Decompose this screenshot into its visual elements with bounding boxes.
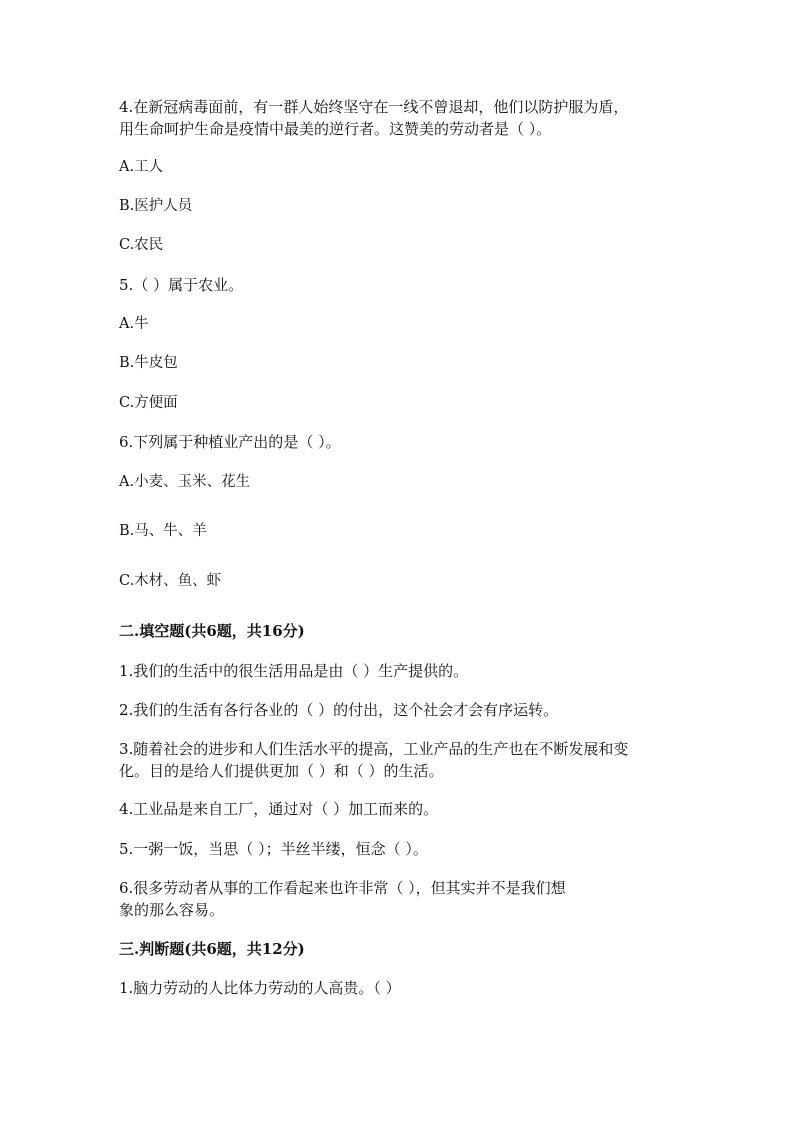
q6-stem: 6.下列属于种植业产出的是（ ）。 (119, 433, 341, 451)
fill-item-6-line1: 6.很多劳动者从事的工作看起来也许非常（ ），但其实并不是我们想 (119, 879, 566, 897)
fill-item-4: 4.工业品是来自工厂，通过对（ ）加工而来的。 (119, 800, 439, 818)
q6-option-c: C.木材、鱼、虾 (119, 573, 222, 589)
fill-item-1: 1.我们的生活中的很生活用品是由（ ）生产提供的。 (119, 662, 469, 680)
q5-option-a: A.牛 (119, 316, 149, 332)
q6-option-a: A.小麦、玉米、花生 (119, 474, 251, 490)
fill-item-3-line1: 3.随着社会的进步和人们生活水平的提高，工业产品的生产也在不断发展和变 (119, 740, 629, 758)
fill-item-2: 2.我们的生活有各行各业的（ ）的付出，这个社会才会有序运转。 (119, 701, 559, 719)
q6-option-b: B.马、牛、羊 (119, 523, 207, 539)
fill-item-6-line2: 象的那么容易。 (119, 901, 225, 919)
q5-option-b: B.牛皮包 (119, 355, 178, 371)
q4-option-a: A.工人 (119, 159, 164, 175)
judge-section-heading: 三.判断题(共6题，共12分) (119, 940, 305, 958)
q4-option-b: B.医护人员 (119, 198, 193, 214)
fill-item-5: 5.一粥一饭，当思（ ）；半丝半缕，恒念（ ）。 (119, 840, 428, 858)
q5-stem: 5.（ ）属于农业。 (119, 276, 244, 294)
fill-section-heading: 二.填空题(共6题，共16分) (119, 622, 305, 640)
q4-stem-line2: 用生命呵护生命是疫情中最美的逆行者。这赞美的劳动者是（ ）。 (119, 120, 552, 138)
fill-item-3-line2: 化。目的是给人们提供更加（ ）和（ ）的生活。 (119, 762, 444, 780)
q4-option-c: C.农民 (119, 237, 164, 253)
q5-option-c: C.方便面 (119, 395, 178, 411)
judge-item-1: 1.脑力劳动的人比体力劳动的人高贵。（ ） (119, 979, 401, 997)
q4-stem-line1: 4.在新冠病毒面前，有一群人始终坚守在一线不曾退却，他们以防护服为盾， (119, 98, 629, 116)
